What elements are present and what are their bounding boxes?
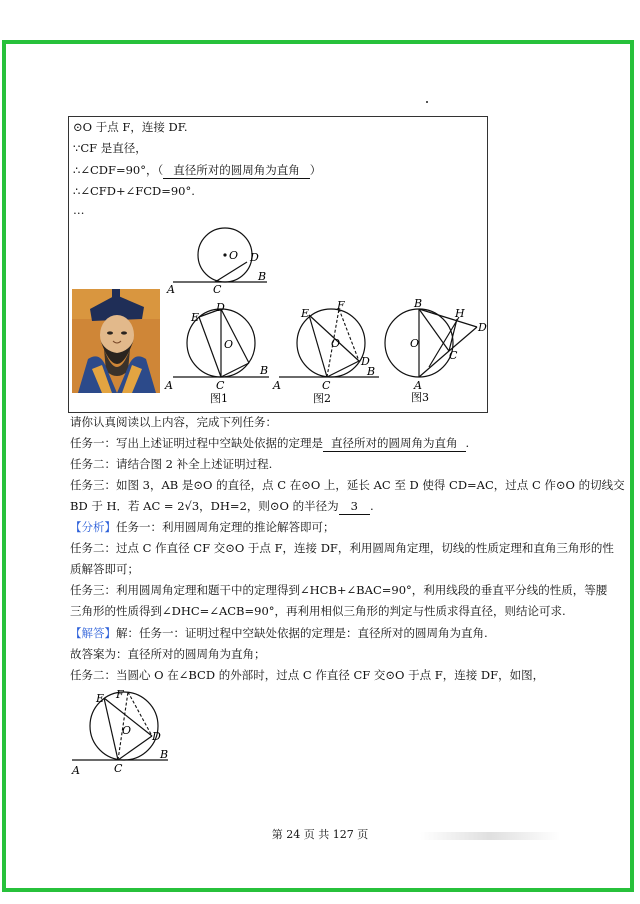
analysis-line5: 三角形的性质得到∠DHC=∠ACB=90°，再利用相似三角形的判定与性质求得直径，则结论可求. [70, 604, 566, 618]
label-D: D [361, 355, 370, 368]
caption-fig2: 图2 [313, 392, 331, 405]
answer-line3: 任务二：当圆心 O 在∠BCD 的外部时，过点 C 作直径 CF 交⊙O 于点 F，连接 DF，如图， [70, 668, 545, 682]
label-A: A [167, 283, 175, 296]
answer-text: 解：任务一：证明过程中空缺处依据的定理是：直径所对的圆周角为直角. [116, 626, 488, 640]
footer-fade [420, 832, 560, 840]
figure-1 [165, 303, 277, 407]
label-F: F [116, 688, 124, 701]
label-B: B [160, 748, 169, 761]
analysis-line1 [70, 520, 335, 535]
task3-post: . [369, 499, 374, 513]
box-line-3-blank: 直径所对的圆周角为直角 [163, 163, 310, 179]
portrait-image [72, 289, 160, 393]
label-E: E [191, 311, 200, 324]
label-B: B [414, 297, 423, 310]
task1-post: . [465, 436, 470, 450]
page-footer: 第 24 页 共 127 页 [271, 828, 369, 841]
analysis-line3: 质解答即可； [70, 562, 139, 576]
label-D: D [152, 730, 161, 743]
label-B: B [260, 364, 269, 377]
task1-blank: 直径所对的圆周角为直角 [323, 436, 466, 452]
caption-fig3: 图3 [411, 391, 429, 404]
analysis-text: 任务一：利用圆周角定理的推论解答即可； [116, 520, 335, 534]
label-O: O [229, 249, 239, 262]
box-line-3 [73, 163, 321, 179]
label-O: O [331, 337, 341, 350]
label-A: A [273, 379, 281, 392]
label-D: D [250, 251, 259, 264]
label-O: O [122, 724, 132, 737]
label-E: E [301, 307, 310, 320]
task3-line1: 任务三：如图 3，AB 是⊙O 的直径，点 C 在⊙O 上，延长 AC 至 D 使得 CD=AC，过点 C 作⊙O 的切线交 [70, 478, 625, 492]
analysis-line4: 任务三：利用圆周角定理和题干中的定理得到∠HCB+∠BAC=90°，利用线段的垂直平分线的性质，等腰 [70, 583, 608, 597]
label-B: B [258, 270, 267, 283]
task3-blank: 3 [339, 499, 370, 515]
label-C: C [322, 379, 331, 392]
task3-line2 [70, 499, 374, 515]
figure-top [167, 221, 277, 295]
box-line-3-pre: ∴∠CDF=90°，（ [73, 163, 164, 177]
box-line-1: ⊙O 于点 F，连接 DF. [73, 120, 188, 134]
task1 [70, 436, 469, 452]
label-A: A [414, 379, 422, 392]
label-D: D [216, 301, 225, 314]
box-line-5: … [73, 203, 85, 217]
answer-line1 [70, 626, 488, 641]
answer-tag: 【解答】 [70, 626, 116, 640]
label-C: C [114, 762, 123, 775]
answer-line2: 故答案为：直径所对的圆周角为直角； [70, 647, 266, 661]
caption-fig1: 图1 [210, 392, 228, 405]
label-A: A [165, 379, 173, 392]
figure-3 [377, 297, 489, 407]
label-E: E [96, 692, 105, 705]
label-C: C [216, 379, 225, 392]
box-line-4: ∴∠CFD+∠FCD=90°. [73, 184, 195, 198]
read-instruction: 请你认真阅读以上内容，完成下列任务： [70, 415, 277, 429]
label-C: C [213, 283, 222, 296]
analysis-line2: 任务二：过点 C 作直径 CF 交⊙O 于点 F，连接 DF，利用圆周角定理，切线的性质定理和直角三角形的性 [70, 541, 614, 555]
figure-2 [273, 299, 387, 407]
label-O: O [224, 338, 234, 351]
box-line-3-post: ） [309, 163, 322, 177]
label-C: C [449, 349, 458, 362]
label-B: B [367, 365, 376, 378]
task1-pre: 任务一：写出上述证明过程中空缺处依据的定理是 [70, 436, 323, 450]
problem-box [68, 116, 488, 413]
label-H: H [455, 307, 465, 320]
answer-figure [68, 688, 180, 778]
corner-dot [426, 101, 428, 103]
analysis-tag: 【分析】 [70, 520, 116, 534]
label-O: O [410, 337, 420, 350]
label-D: D [478, 321, 487, 334]
label-A: A [72, 764, 80, 777]
task3-pre: BD 于 H．若 AC = 2√3，DH=2，则⊙O 的半径为 [70, 499, 339, 513]
box-line-2: ∵CF 是直径， [73, 141, 147, 155]
task2: 任务二：请结合图 2 补全上述证明过程. [70, 457, 273, 471]
label-F: F [337, 299, 345, 312]
